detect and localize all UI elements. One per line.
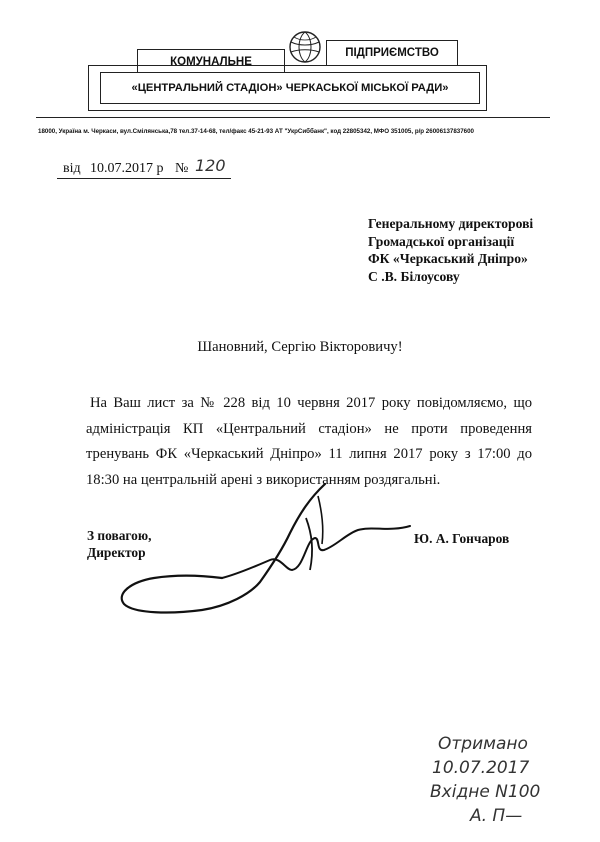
receipt-note-line-4: А. П— <box>470 806 523 826</box>
football-logo <box>285 30 325 66</box>
requisites-line: 18000, Україна м. Черкаси, вул.Смілянська,78 тел.37-14-68, тел/факс 45-21-93 АТ "УкрСиббанк", код 22805342, МФО 351005, р/р 26006137837600 <box>38 128 474 135</box>
recipient-block <box>368 215 568 285</box>
receipt-note <box>420 732 590 828</box>
reference-number: 120 <box>195 156 226 175</box>
recipient-line-4: С .В. Білоусову <box>368 268 460 284</box>
receipt-note-line-2: 10.07.2017 <box>432 758 530 778</box>
signature-position: Директор <box>87 545 146 560</box>
receipt-note-line-3: Вхідне N100 <box>430 782 541 802</box>
reference-from-label: від <box>63 161 81 176</box>
recipient-line-2: Громадської організації <box>368 233 515 249</box>
header-name-box <box>100 72 480 104</box>
header-divider <box>36 117 550 118</box>
header-right-text: ПІДПРИЄМСТВО <box>345 47 439 59</box>
letter-body: На Ваш лист за № 228 від 10 червня 2017 року повідомляємо, що адміністрація КП «Центральний стадіон» не проти проведення тренувань ФК «Черкаський Дніпро» 11 липня 2017 року з 17:00 до 18:30 на центральній арені з використанням роздягальні. <box>86 395 532 488</box>
signature-closing: З повагою, <box>87 528 152 543</box>
salutation: Шановний, Сергію Вікторовичу! <box>197 339 403 355</box>
receipt-note-line-1: Отримано <box>438 734 528 754</box>
reference-line <box>57 156 237 181</box>
recipient-line-1: Генеральному директорові <box>368 216 534 231</box>
header-left-text: КОМУНАЛЬНЕ <box>170 56 252 68</box>
header-name-text: «ЦЕНТРАЛЬНИЙ СТАДІОН» ЧЕРКАСЬКОЇ МІСЬКОЇ РАДИ» <box>131 82 449 94</box>
recipient-line-3: ФК «Черкаський Дніпро» <box>368 251 528 266</box>
handwritten-signature <box>110 478 430 628</box>
header-right-box <box>326 40 458 66</box>
reference-number-label: № <box>175 161 189 176</box>
reference-date: 10.07.2017 р <box>90 161 164 176</box>
signature-name: Ю. А. Гончаров <box>414 531 510 546</box>
